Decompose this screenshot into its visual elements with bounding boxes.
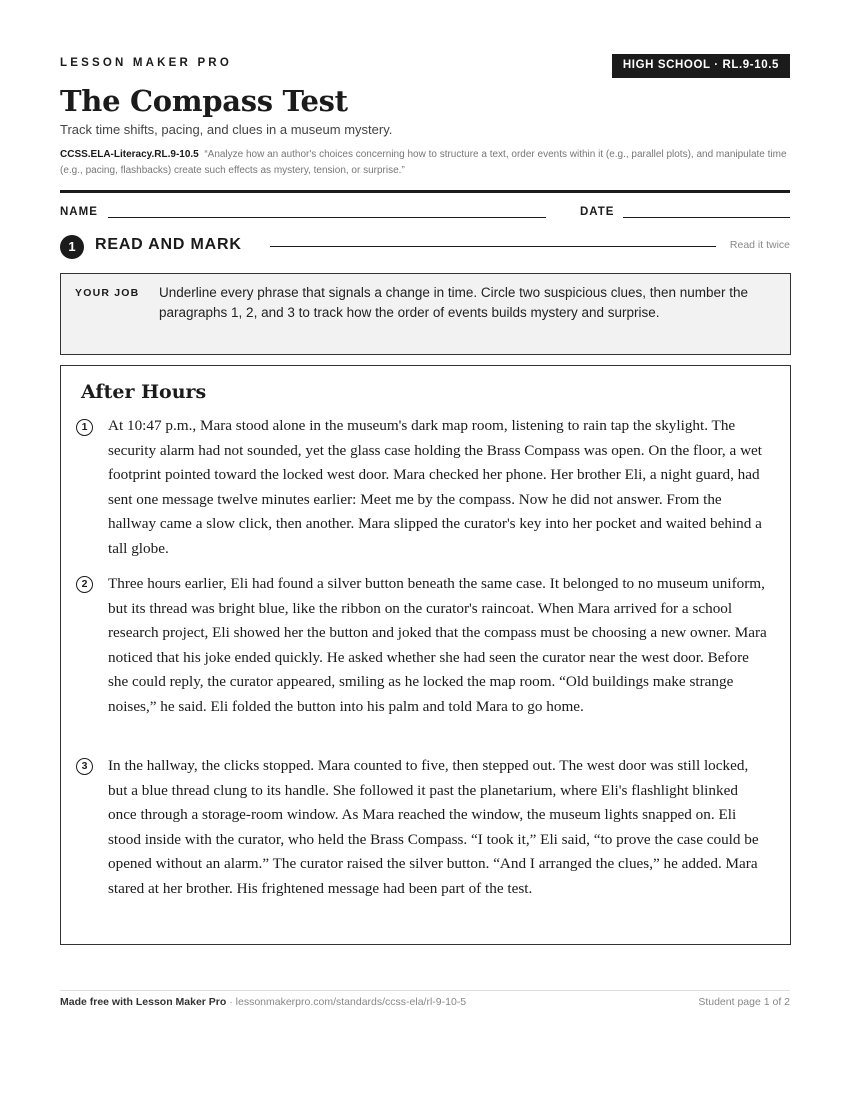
story-box: [60, 365, 791, 945]
name-field[interactable]: [108, 217, 546, 218]
standard-code: CCSS.ELA-Literacy.RL.9-10.5: [60, 149, 199, 160]
section-number-badge: 1: [60, 235, 84, 259]
standard-text: “Analyze how an author's choices concerning how to structure a text, order events within it (e.g., parallel plots), and manipulate time (e.g., pacing, flashbacks) create such effects as mystery, tension, or surprise.”: [60, 149, 787, 176]
standard-description: [60, 147, 795, 179]
paragraph-number: 1: [76, 419, 93, 436]
footer-url[interactable]: · lessonmakerpro.com/standards/ccss-ela/rl-9-10-5: [226, 996, 467, 1008]
header-divider: [60, 190, 790, 193]
page-subtitle: Track time shifts, pacing, and clues in a museum mystery.: [60, 122, 393, 137]
story-title: After Hours: [81, 381, 207, 403]
brand-name: LESSON MAKER PRO: [60, 57, 232, 69]
instructions-label: YOUR JOB: [75, 287, 140, 299]
grade-badge: HIGH SCHOOL · RL.9-10.5: [612, 54, 790, 78]
footer-credit: [60, 996, 466, 1008]
paragraph-number: 2: [76, 576, 93, 593]
page-indicator: Student page 1 of 2: [698, 996, 790, 1008]
page-title: The Compass Test: [60, 84, 348, 118]
date-label: DATE: [580, 206, 615, 218]
story-paragraph: At 10:47 p.m., Mara stood alone in the museum's dark map room, listening to rain tap the skylight. The security alarm had not sounded, yet the glass case holding the Brass Compass was open. On the floor, a wet footprint pointed toward the locked west door. Mara checked her phone. Her brother Eli, a night guard, had sent one message twelve minutes earlier: Meet me by the compass. Now he did not answer. From the hallway came a slow click, then another. Mara slipped the curator's key into her pocket and waited behind a tall globe.: [108, 417, 762, 557]
story-paragraph: In the hallway, the clicks stopped. Mara counted to five, then stepped out. The west door was still locked, but a blue thread clung to its handle. She followed it past the planetarium, where Eli's flashlight blinked once through a storage-room window. As Mara reached the window, the museum lights snapped on. Eli stood inside with the curator, who held the Brass Compass. “I took it,” Eli said, “to prove the case could be opened without an alarm.” The curator raised the silver button. “And I arranged the clues,” he added. Mara stared at her brother. His frightened message had been part of the test.: [108, 757, 759, 897]
footer-divider: [60, 990, 790, 991]
name-label: NAME: [60, 206, 98, 218]
section-divider: [270, 246, 716, 247]
story-paragraph: Three hours earlier, Eli had found a silver button beneath the same case. It belonged to no museum uniform, but its thread was bright blue, like the ribbon on the curator's raincoat. When Mara arrived for a school research project, Eli showed her the button and joked that the compass must be choosing a new owner. Mara noticed that his joke ended quickly. He asked whether she had seen the curator near the west door. Before she could reply, the curator appeared, smiling as he locked the map room. “Old buildings make strange noises,” he said. Eli folded the button into his palm and told Mara to go home.: [108, 575, 767, 715]
paragraph-number: 3: [76, 758, 93, 775]
date-field[interactable]: [623, 217, 790, 218]
section-note: Read it twice: [729, 239, 790, 251]
section-title: READ AND MARK: [95, 236, 242, 253]
footer-made-with: Made free with Lesson Maker Pro: [60, 996, 227, 1008]
instructions-box: [60, 273, 791, 355]
instructions-text: Underline every phrase that signals a change in time. Circle two suspicious clues, then number the paragraphs 1, 2, and 3 to track how the order of events builds mystery and surprise.: [159, 285, 749, 320]
